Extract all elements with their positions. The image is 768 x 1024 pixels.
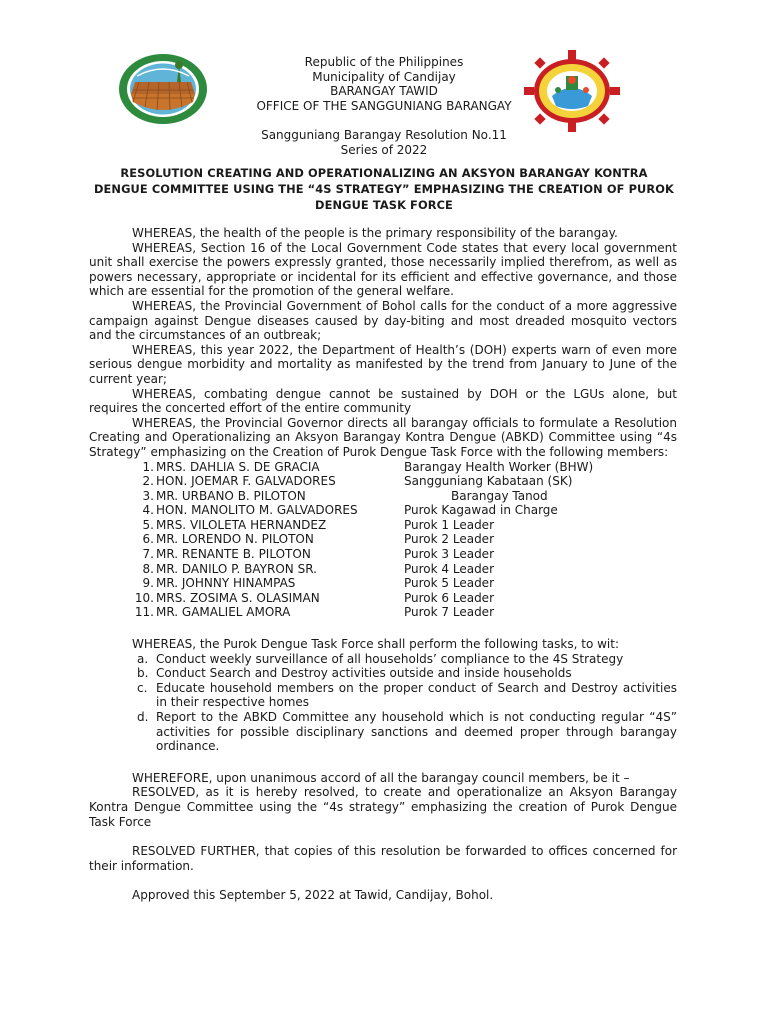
resolution-body <box>89 226 677 903</box>
resolved-clause: RESOLVED, as it is hereby resolved, to create and operationalize an Aksyon Barangay Kontra Dengue Committee using the “4s strategy” emphasizing the creation of Purok Dengue Task Force <box>89 785 677 829</box>
resolution-series: Series of 2022 <box>340 142 428 157</box>
header-municipality: Municipality of Candijay <box>312 69 456 84</box>
task-list <box>89 652 677 754</box>
member-item: 8. MR. DANILO P. BAYRON SR. Purok 4 Leader <box>142 561 494 576</box>
member-item: 6. MR. LORENDO N. PILOTON Purok 2 Leader <box>142 532 494 547</box>
member-item: 3. MR. URBANO B. PILOTON Barangay Tanod <box>142 488 548 503</box>
approval-statement: Approved this September 5, 2022 at Tawid, Candijay, Bohol. <box>132 888 494 903</box>
resolved-further-clause: RESOLVED FURTHER, that copies of this resolution be forwarded to offices concerned for their information. <box>89 844 677 873</box>
member-item: 7. MR. RENANTE B. PILOTON Purok 3 Leader <box>142 547 494 562</box>
member-item: 9. MR. JOHNNY HINAMPAS Purok 5 Leader <box>142 576 494 591</box>
member-item: 4. HON. MANOLITO M. GALVADORES Purok Kagawad in Charge <box>142 503 558 518</box>
whereas-clause: WHEREAS, combating dengue cannot be sustained by DOH or the LGUs alone, but requires the concerted effort of the entire community <box>89 386 677 416</box>
tasks-intro: WHEREAS, the Purok Dengue Task Force shall perform the following tasks, to wit: <box>132 637 619 652</box>
task-item: d. Report to the ABKD Committee any household which is not conducting regular “4S” activities for possible disciplinary sanctions and deemed proper through barangay ordinance. <box>137 710 677 754</box>
header-republic: Republic of the Philippines <box>304 55 464 69</box>
whereas-clause: WHEREAS, the health of the people is the primary responsibility of the barangay. <box>132 226 618 240</box>
task-item: a. Conduct weekly surveillance of all households’ compliance to the 4S Strategy <box>137 651 624 666</box>
resolution-title: RESOLUTION CREATING AND OPERATIONALIZING AN AKSYON BARANGAY KONTRA DENGUE COMMITTEE USING THE “4S STRATEGY” EMPHASIZING THE CREATION OF PUROK DENGUE TASK FORCE <box>94 166 674 212</box>
header-barangay: BARANGAY TAWID <box>330 84 438 98</box>
task-item: c. Educate household members on the proper conduct of Search and Destroy activities in their respective homes <box>137 680 677 710</box>
member-item: 10. MRS. ZOSIMA S. OLASIMAN Purok 6 Leader <box>134 590 494 605</box>
member-item: 2. HON. JOEMAR F. GALVADORES Sangguniang Kabataan (SK) <box>142 474 573 489</box>
document-header <box>0 55 768 157</box>
task-item: b. Conduct Search and Destroy activities outside and inside households <box>137 666 572 681</box>
resolution-number: Sangguniang Barangay Resolution No.11 <box>261 128 507 142</box>
whereas-clause: WHEREAS, the Provincial Governor directs all barangay officials to formulate a Resolution Creating and Operationalizing an Aksyon Barangay Kontra Dengue (ABKD) Committee using “4s Strategy” emphasizing on the Creation of Purok Dengue Task Force with the following members: <box>89 415 677 459</box>
header-office: OFFICE OF THE SANGGUNIANG BARANGAY <box>256 98 512 113</box>
whereas-clause: WHEREAS, the Provincial Government of Bohol calls for the conduct of a more aggressive campaign against Dengue diseases caused by day-biting and most dreaded mosquito vectors and the circumstances of an outbreak; <box>89 298 677 343</box>
member-item: 11. MR. GAMALIEL AMORA Purok 7 Leader <box>134 605 494 620</box>
wherefore-clause: WHEREFORE, upon unanimous accord of all the barangay council members, be it – <box>132 770 630 785</box>
whereas-clause: WHEREAS, this year 2022, the Department of Health’s (DOH) experts warn of even more serious dengue morbidity and mortality as manifested by the trend from January to June of the current year; <box>89 342 677 386</box>
member-list <box>89 460 677 621</box>
member-item: 5. MRS. VILOLETA HERNANDEZ Purok 1 Leader <box>142 517 494 532</box>
member-item: 1. MRS. DAHLIA S. DE GRACIA Barangay Health Worker (BHW) <box>142 459 594 474</box>
whereas-clause: WHEREAS, Section 16 of the Local Government Code states that every local government unit shall exercise the powers expressly granted, those necessarily implied therefrom, as well as powers necessary, appropriate or incidental for its efficient and effective governance, and those which are essential for the promotion of the general welfare. <box>89 240 677 299</box>
